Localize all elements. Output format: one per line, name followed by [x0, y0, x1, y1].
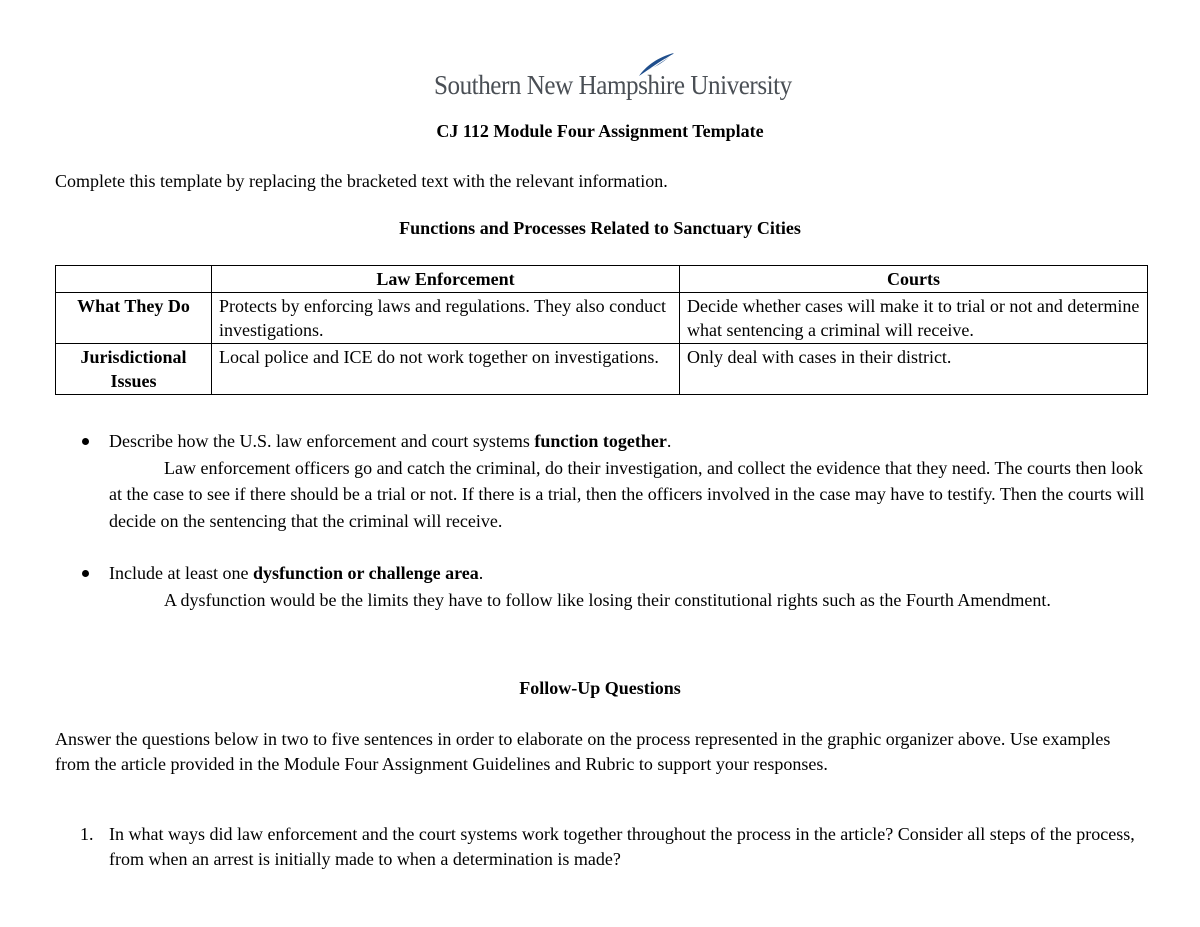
followup-title: Follow-Up Questions: [519, 678, 681, 698]
page-title: CJ 112 Module Four Assignment Template: [436, 121, 764, 141]
question-item: [55, 822, 1150, 872]
bullet-item-dysfunction: [55, 560, 1150, 613]
table-title: Functions and Processes Related to Sanctuary Cities: [399, 218, 801, 238]
cell-courts: Only deal with cases in their district.: [680, 344, 1148, 395]
table-header-courts: Courts: [680, 266, 1148, 293]
cell-law-enforcement: Local police and ICE do not work together on investigations.: [212, 344, 680, 395]
table-row: [56, 293, 1148, 344]
bullet-prompt: Describe how the U.S. law enforcement and court systems function together.: [109, 431, 672, 451]
question-number: 1.: [80, 824, 94, 844]
university-logo: [430, 52, 792, 104]
question-text: In what ways did law enforcement and the court systems work together throughout the process in the article? Consider all steps of the process, from when an arrest is initially made to when a determination is made?: [109, 824, 1135, 869]
bullet-prompt: Include at least one dysfunction or challenge area.: [109, 563, 484, 583]
cell-courts: Decide whether cases will make it to trial or not and determine what sentencing a criminal will receive.: [680, 293, 1148, 344]
row-label-what-they-do: What They Do: [56, 293, 212, 344]
bullet-answer: A dysfunction would be the limits they have to follow like losing their constitutional rights such as the Fourth Amendment.: [164, 589, 1051, 610]
bullet-icon: [82, 570, 89, 577]
bullet-answer: Law enforcement officers go and catch the criminal, do their investigation, and collect the evidence that they need. The courts then look at the case to see if there should be a trial or not. If there is a trial, then the officers involved in the case may have to testify. Then the courts will decide on the sentencing that the criminal will receive.: [109, 457, 1145, 531]
functions-table: [55, 265, 1148, 395]
row-label-jurisdictional-issues: Jurisdictional Issues: [56, 344, 212, 395]
answer-instructions: Answer the questions below in two to five sentences in order to elaborate on the process represented in the graphic organizer above. Use examples from the article provided in the Module Four Assignment Guidelines and Rubric to support your responses.: [55, 729, 1111, 774]
cell-law-enforcement: Protects by enforcing laws and regulations. They also conduct investigations.: [212, 293, 680, 344]
table-header-row: [56, 266, 1148, 293]
table-header-law-enforcement: Law Enforcement: [212, 266, 680, 293]
intro-text: Complete this template by replacing the bracketed text with the relevant information.: [55, 171, 668, 191]
table-header-empty: [56, 266, 212, 293]
table-row: [56, 344, 1148, 395]
bullet-icon: [82, 438, 89, 445]
logo-wordmark: Southern New Hampshire University: [434, 70, 792, 100]
bullet-item-function-together: [55, 428, 1150, 534]
